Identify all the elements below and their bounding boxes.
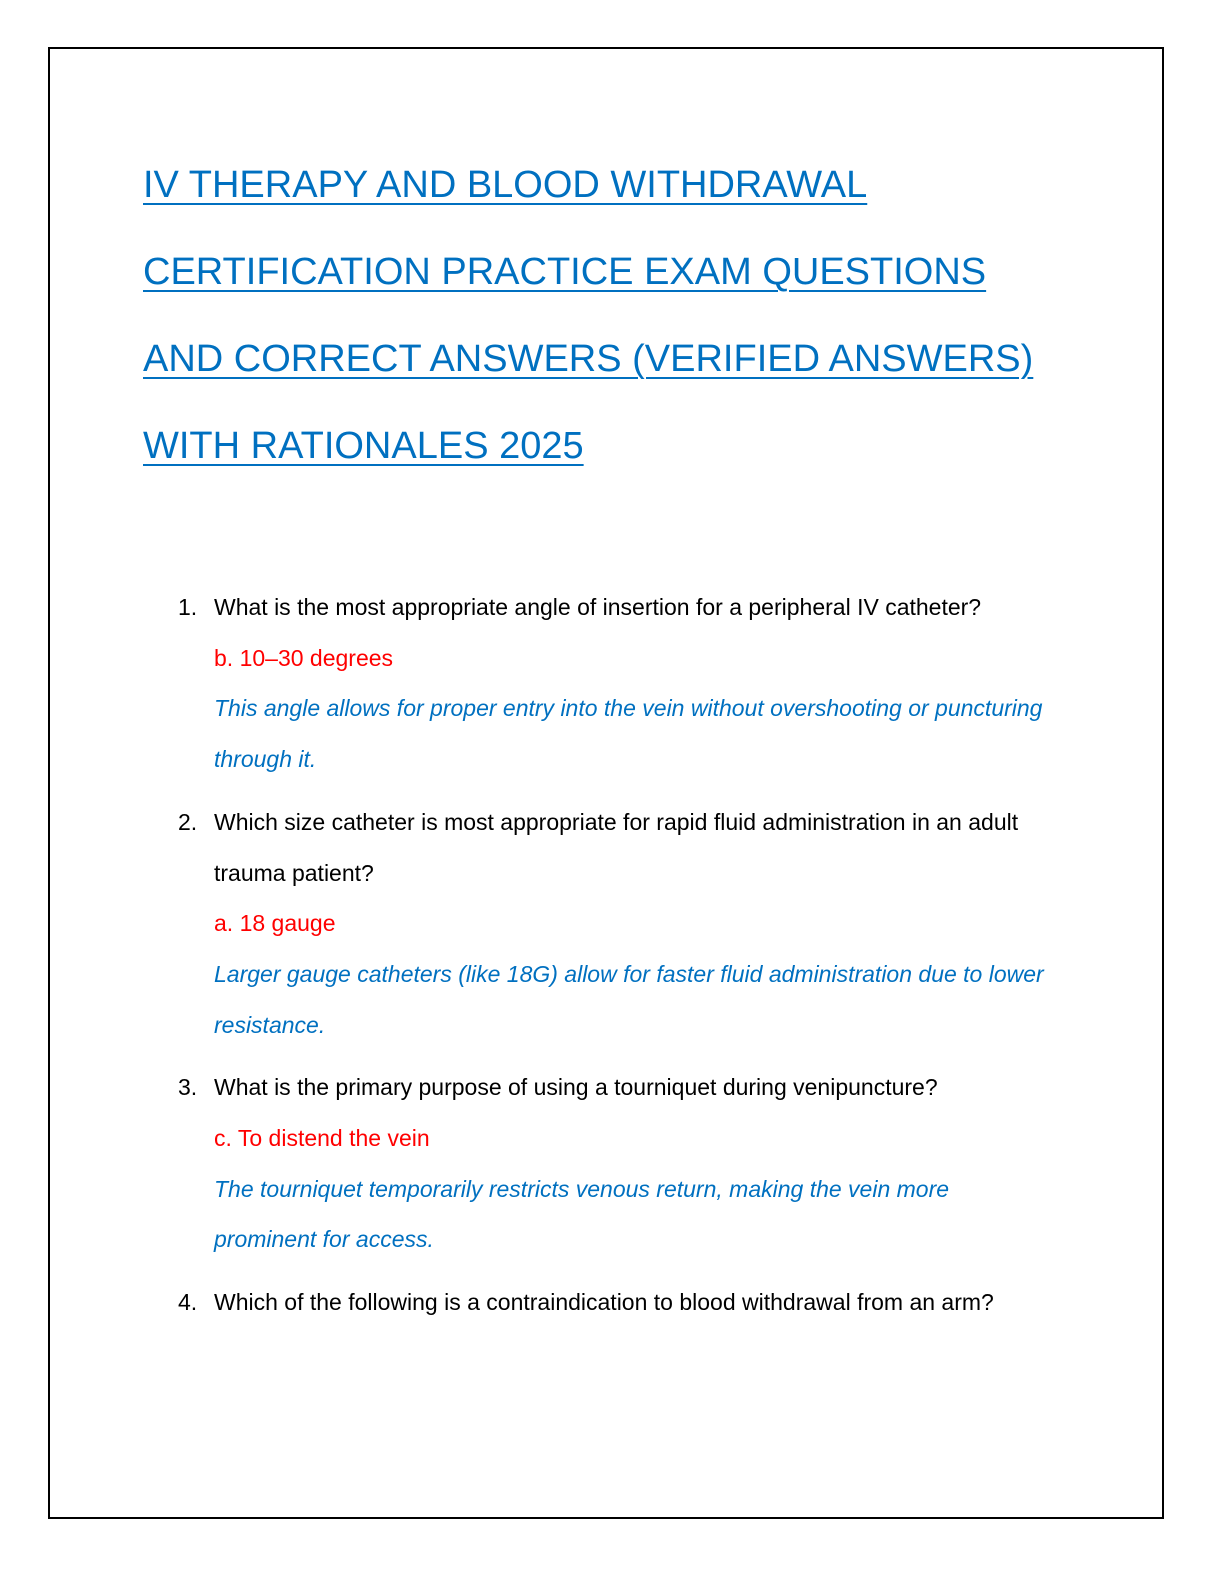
question-item-2 [170, 797, 1070, 1051]
question-text: Which of the following is a contraindication to blood withdrawal from an arm? [214, 1289, 994, 1316]
question-number: 1. [178, 594, 198, 620]
correct-answer: a. 18 gauge [214, 910, 336, 937]
question-item-1 [170, 582, 1070, 785]
question-text: What is the primary purpose of using a tourniquet during venipuncture? [214, 1074, 938, 1101]
answer-rationale: This angle allows for proper entry into the vein without overshooting or puncturing through it. [214, 695, 1043, 773]
correct-answer: c. To distend the vein [214, 1125, 430, 1152]
question-number: 4. [178, 1289, 198, 1316]
title-line: AND CORRECT ANSWERS (VERIFIED ANSWERS) [143, 338, 1034, 380]
question-text: What is the most appropriate angle of insertion for a peripheral IV catheter? [214, 594, 982, 620]
question-number: 2. [178, 808, 198, 835]
question-item-4 [170, 1277, 1070, 1328]
question-item-3 [170, 1062, 1070, 1265]
title-line: CERTIFICATION PRACTICE EXAM QUESTIONS [143, 251, 987, 293]
question-list [170, 582, 1070, 1340]
question-number: 3. [178, 1074, 198, 1101]
title-line: WITH RATIONALES 2025 [143, 425, 584, 467]
correct-answer: b. 10–30 degrees [214, 644, 394, 671]
answer-rationale: Larger gauge catheters (like 18G) allow for faster fluid administration due to lower resistance. [214, 960, 1044, 1038]
title-line: IV THERAPY AND BLOOD WITHDRAWAL [143, 164, 868, 206]
question-text: Which size catheter is most appropriate for rapid fluid administration in an adult trauma patient? [214, 808, 1019, 886]
document-title [143, 142, 1123, 490]
answer-rationale: The tourniquet temporarily restricts venous return, making the vein more prominent for access. [214, 1175, 950, 1253]
